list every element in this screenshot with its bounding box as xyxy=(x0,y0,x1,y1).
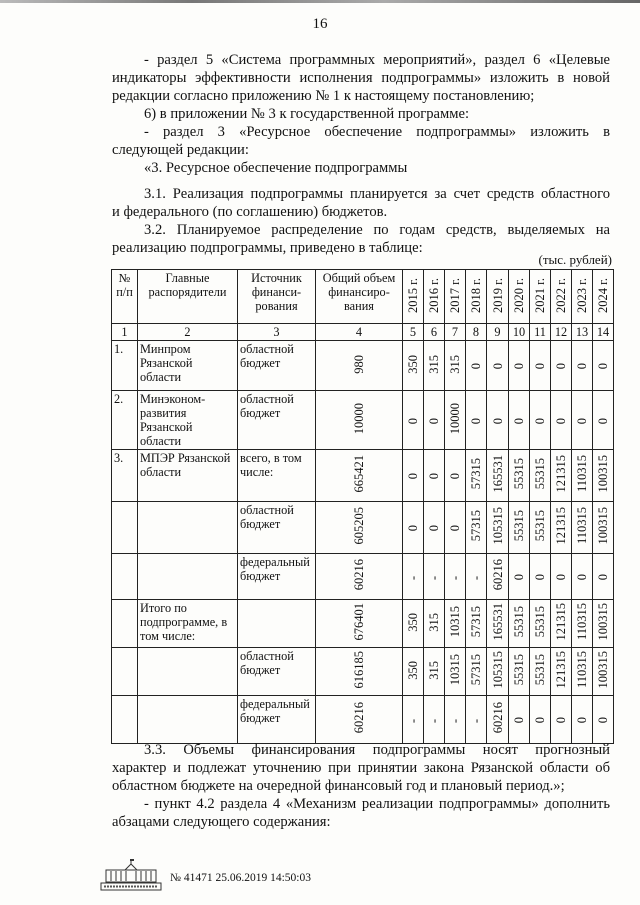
cell-value: 315 xyxy=(448,354,462,374)
header-year: 2019 г. xyxy=(487,270,509,324)
row-year-value xyxy=(466,341,487,391)
cell-value: 55315 xyxy=(512,606,526,638)
row-year-value xyxy=(487,450,509,502)
row-num xyxy=(112,648,138,696)
table-row xyxy=(112,341,614,391)
paragraph-3-line-1: - раздел 3 «Ресурсное обеспечение подпрограммы» изложить в xyxy=(144,124,610,140)
cell-value: - xyxy=(448,719,462,724)
row-year-value xyxy=(593,450,614,502)
row-year-value xyxy=(487,648,509,696)
header-num: № п/п xyxy=(112,270,138,324)
row-year-value xyxy=(466,648,487,696)
row-year-value xyxy=(445,341,466,391)
cell-value: 0 xyxy=(533,417,547,424)
row-total xyxy=(316,648,403,696)
row-year-value xyxy=(551,696,572,744)
row-year-value xyxy=(530,341,551,391)
row-num: 1. xyxy=(112,341,138,391)
cell-value: - xyxy=(469,719,483,724)
col-number: 14 xyxy=(593,324,614,341)
row-year-value xyxy=(424,696,445,744)
header-row xyxy=(112,270,614,324)
row-year-value xyxy=(509,554,530,600)
cell-value: 0 xyxy=(490,417,505,424)
cell-value: 57315 xyxy=(469,458,483,490)
col-number: 5 xyxy=(403,324,424,341)
cell-value: 0 xyxy=(596,363,610,370)
paragraph-7-line-2: характер и подлежат уточнению при принятии закона Рязанской области об xyxy=(112,760,610,776)
row-year-value xyxy=(424,341,445,391)
cell-value: 110315 xyxy=(575,651,589,689)
cell-value: 0 xyxy=(448,473,462,480)
row-num xyxy=(112,696,138,744)
row-year-value xyxy=(466,391,487,450)
cell-value: 0 xyxy=(490,363,505,370)
funding-table xyxy=(111,269,614,744)
row-source: всего, в том числе: xyxy=(238,450,316,502)
cell-value: 55315 xyxy=(533,458,547,490)
row-year-value xyxy=(530,450,551,502)
cell-value: 100315 xyxy=(596,603,610,641)
row-total xyxy=(316,341,403,391)
cell-value: 55315 xyxy=(512,458,526,490)
row-year-value xyxy=(403,502,424,554)
cell-value: 105315 xyxy=(490,507,505,545)
paragraph-6-line-2: реализацию подпрограммы, приведено в таблице: xyxy=(112,240,423,256)
row-year-value xyxy=(593,502,614,554)
cell-value: 0 xyxy=(469,417,483,424)
cell-value: 60216 xyxy=(352,702,366,734)
cell-value: - xyxy=(427,576,441,581)
row-num: 3. xyxy=(112,450,138,502)
row-year-value xyxy=(551,554,572,600)
row-num xyxy=(112,502,138,554)
cell-value: 0 xyxy=(406,417,420,424)
row-source: федеральный бюджет xyxy=(238,554,316,600)
table-row xyxy=(112,648,614,696)
cell-value: 60216 xyxy=(490,702,505,734)
row-year-value xyxy=(424,648,445,696)
cell-value: 121315 xyxy=(554,603,568,641)
cell-value: 100315 xyxy=(596,455,610,493)
row-year-value xyxy=(530,554,551,600)
row-distributor xyxy=(138,554,238,600)
header-year: 2024 г. xyxy=(593,270,614,324)
table-body xyxy=(112,341,614,744)
col-number: 1 xyxy=(112,324,138,341)
cell-value: - xyxy=(469,576,483,581)
cell-value: - xyxy=(448,576,462,581)
row-source: областной бюджет xyxy=(238,391,316,450)
col-number: 8 xyxy=(466,324,487,341)
row-total xyxy=(316,554,403,600)
col-number: 12 xyxy=(551,324,572,341)
cell-value: 165531 xyxy=(490,455,505,493)
row-year-value xyxy=(403,696,424,744)
row-year-value xyxy=(572,450,593,502)
row-distributor: Итого по подпрограмме, в том числе: xyxy=(138,600,238,648)
row-total xyxy=(316,600,403,648)
cell-value: 0 xyxy=(575,417,589,424)
cell-value: 110315 xyxy=(575,603,589,641)
header-year: 2020 г. xyxy=(509,270,530,324)
cell-value: 0 xyxy=(406,525,420,532)
cell-value: 605205 xyxy=(352,507,366,545)
cell-value: 110315 xyxy=(575,507,589,545)
row-year-value xyxy=(551,600,572,648)
row-source: областной бюджет xyxy=(238,648,316,696)
row-distributor xyxy=(138,696,238,744)
row-year-value xyxy=(445,600,466,648)
row-year-value xyxy=(551,341,572,391)
cell-value: 55315 xyxy=(533,654,547,686)
paragraph-5-line-2: и федерального (по соглашению) бюджетов. xyxy=(112,204,388,220)
paragraph-8-line-2: абзацами следующего содержания: xyxy=(112,814,331,830)
cell-value: 0 xyxy=(448,525,462,532)
cell-value: 10000 xyxy=(448,402,462,435)
cell-value: 315 xyxy=(427,354,441,374)
government-building-stamp-icon xyxy=(100,858,162,892)
row-num xyxy=(112,554,138,600)
col-number: 7 xyxy=(445,324,466,341)
row-year-value xyxy=(487,554,509,600)
col-number: 6 xyxy=(424,324,445,341)
row-year-value xyxy=(403,554,424,600)
row-year-value xyxy=(403,341,424,391)
cell-value: 350 xyxy=(406,354,420,374)
row-year-value xyxy=(593,648,614,696)
row-year-value xyxy=(403,648,424,696)
row-distributor: МПЭР Рязанской области xyxy=(138,450,238,502)
row-total xyxy=(316,502,403,554)
table-row xyxy=(112,696,614,744)
cell-value: 0 xyxy=(554,417,568,424)
row-year-value xyxy=(403,450,424,502)
row-year-value xyxy=(445,554,466,600)
row-year-value xyxy=(551,502,572,554)
row-year-value xyxy=(487,696,509,744)
row-year-value xyxy=(530,391,551,450)
paragraph-2: 6) в приложении № 3 к государственной программе: xyxy=(144,106,470,122)
row-year-value xyxy=(445,391,466,450)
table-row xyxy=(112,391,614,450)
cell-value: 121315 xyxy=(554,507,568,545)
section-heading: «3. Ресурсное обеспечение подпрограммы xyxy=(144,160,408,176)
row-year-value xyxy=(593,696,614,744)
col-number: 4 xyxy=(316,324,403,341)
row-year-value xyxy=(424,554,445,600)
cell-value: 10315 xyxy=(448,654,462,686)
row-total xyxy=(316,450,403,502)
cell-value: 0 xyxy=(575,717,589,724)
table-row xyxy=(112,502,614,554)
cell-value: 0 xyxy=(512,574,526,581)
row-year-value xyxy=(424,502,445,554)
row-year-value xyxy=(445,648,466,696)
col-number: 10 xyxy=(509,324,530,341)
col-number: 3 xyxy=(238,324,316,341)
row-year-value xyxy=(487,341,509,391)
cell-value: 676401 xyxy=(352,603,366,641)
col-number: 13 xyxy=(572,324,593,341)
row-year-value xyxy=(509,600,530,648)
cell-value: 55315 xyxy=(512,510,526,542)
cell-value: - xyxy=(427,719,441,724)
cell-value: 0 xyxy=(512,417,526,424)
row-year-value xyxy=(424,450,445,502)
cell-value: 121315 xyxy=(554,651,568,689)
cell-value: 60216 xyxy=(352,559,366,591)
row-year-value xyxy=(593,554,614,600)
cell-value: 0 xyxy=(533,574,547,581)
row-year-value xyxy=(466,600,487,648)
cell-value: 0 xyxy=(596,574,610,581)
row-year-value xyxy=(572,391,593,450)
row-year-value xyxy=(572,341,593,391)
row-year-value xyxy=(572,554,593,600)
header-distributor: Главные распорядители xyxy=(138,270,238,324)
row-year-value xyxy=(466,696,487,744)
cell-value: - xyxy=(406,719,420,724)
header-year: 2018 г. xyxy=(466,270,487,324)
cell-value: 55315 xyxy=(512,654,526,686)
row-year-value xyxy=(487,502,509,554)
row-year-value xyxy=(509,341,530,391)
row-year-value xyxy=(445,502,466,554)
scan-top-edge xyxy=(0,0,640,3)
cell-value: 0 xyxy=(469,363,483,370)
row-year-value xyxy=(424,600,445,648)
row-distributor xyxy=(138,648,238,696)
cell-value: 315 xyxy=(427,660,441,680)
paragraph-1-line-3: редакции согласно приложению № 1 к настоящему постановлению; xyxy=(112,88,535,104)
header-year: 2015 г. xyxy=(403,270,424,324)
header-year: 2017 г. xyxy=(445,270,466,324)
cell-value: 0 xyxy=(427,417,441,424)
row-year-value xyxy=(530,696,551,744)
cell-value: 0 xyxy=(533,717,547,724)
cell-value: 55315 xyxy=(533,606,547,638)
cell-value: 165531 xyxy=(490,603,505,641)
row-year-value xyxy=(466,554,487,600)
row-distributor xyxy=(138,502,238,554)
table-row xyxy=(112,600,614,648)
cell-value: 0 xyxy=(575,574,589,581)
row-year-value xyxy=(572,600,593,648)
row-year-value xyxy=(509,391,530,450)
cell-value: 55315 xyxy=(533,510,547,542)
paragraph-5-line-1: 3.1. Реализация подпрограммы планируется за счет средств областного xyxy=(144,186,610,202)
cell-value: 315 xyxy=(427,612,441,632)
table-row xyxy=(112,554,614,600)
row-year-value xyxy=(509,648,530,696)
row-year-value xyxy=(572,696,593,744)
row-year-value xyxy=(593,341,614,391)
cell-value: 10315 xyxy=(448,606,462,638)
cell-value: 121315 xyxy=(554,455,568,493)
cell-value: 0 xyxy=(554,574,568,581)
cell-value: 350 xyxy=(406,612,420,632)
cell-value: 980 xyxy=(352,354,366,374)
cell-value: 0 xyxy=(596,417,610,424)
row-year-value xyxy=(466,502,487,554)
row-year-value xyxy=(487,391,509,450)
cell-value: 0 xyxy=(512,717,526,724)
paragraph-3-line-2: следующей редакции: xyxy=(112,142,249,158)
col-number: 11 xyxy=(530,324,551,341)
row-year-value xyxy=(593,600,614,648)
cell-value: 616185 xyxy=(352,651,366,689)
row-year-value xyxy=(487,600,509,648)
cell-value: 665421 xyxy=(352,455,366,493)
row-year-value xyxy=(530,600,551,648)
row-total xyxy=(316,391,403,450)
cell-value: 100315 xyxy=(596,651,610,689)
row-distributor: Минпром Рязанской области xyxy=(138,341,238,391)
header-year: 2022 г. xyxy=(551,270,572,324)
paragraph-7-line-1: 3.3. Объемы финансирования подпрограммы носят прогнозный xyxy=(144,742,610,758)
paragraph-8-line-1: - пункт 4.2 раздела 4 «Механизм реализации подпрограммы» дополнить xyxy=(144,796,610,812)
row-year-value xyxy=(445,450,466,502)
row-source: областной бюджет xyxy=(238,341,316,391)
row-year-value xyxy=(424,391,445,450)
document-registration-id: № 41471 25.06.2019 14:50:03 xyxy=(170,872,311,884)
cell-value: 0 xyxy=(554,363,568,370)
cell-value: 0 xyxy=(554,717,568,724)
col-number: 9 xyxy=(487,324,509,341)
header-source: Источник финанси-рования xyxy=(238,270,316,324)
page-number: 16 xyxy=(312,16,328,32)
row-year-value xyxy=(445,696,466,744)
paragraph-1-line-2: индикаторы эффективности исполнения подпрограммы» изложить в новой xyxy=(112,70,610,86)
row-year-value xyxy=(509,696,530,744)
row-year-value xyxy=(572,502,593,554)
paragraph-7-line-3: областном бюджете на очередной финансовый год и плановый период.»; xyxy=(112,778,565,794)
cell-value: 60216 xyxy=(490,559,505,591)
cell-value: 0 xyxy=(575,363,589,370)
cell-value: - xyxy=(406,576,420,581)
cell-value: 57315 xyxy=(469,510,483,542)
row-year-value xyxy=(403,391,424,450)
cell-value: 110315 xyxy=(575,455,589,493)
header-year: 2021 г. xyxy=(530,270,551,324)
table-row xyxy=(112,450,614,502)
paragraph-6-line-1: 3.2. Планируемое распределение по годам средств, выделяемых на xyxy=(144,222,610,238)
row-year-value xyxy=(530,648,551,696)
cell-value: 0 xyxy=(512,363,526,370)
cell-value: 10000 xyxy=(352,402,366,435)
cell-value: 100315 xyxy=(596,507,610,545)
cell-value: 0 xyxy=(406,473,420,480)
row-num: 2. xyxy=(112,391,138,450)
row-year-value xyxy=(572,648,593,696)
column-number-row xyxy=(112,324,614,341)
row-year-value xyxy=(509,502,530,554)
row-year-value xyxy=(509,450,530,502)
cell-value: 105315 xyxy=(490,651,505,689)
col-number: 2 xyxy=(138,324,238,341)
cell-value: 0 xyxy=(427,525,441,532)
cell-value: 57315 xyxy=(469,606,483,638)
row-distributor: Минэконом-развития Рязанской области xyxy=(138,391,238,450)
row-year-value xyxy=(551,648,572,696)
cell-value: 350 xyxy=(406,660,420,680)
header-year: 2023 г. xyxy=(572,270,593,324)
row-source xyxy=(238,600,316,648)
cell-value: 0 xyxy=(596,717,610,724)
paragraph-1-line-1: - раздел 5 «Система программных мероприятий», раздел 6 «Целевые xyxy=(144,52,610,68)
row-year-value xyxy=(593,391,614,450)
table-units: (тыс. рублей) xyxy=(538,252,612,267)
cell-value: 0 xyxy=(533,363,547,370)
row-year-value xyxy=(551,391,572,450)
header-year: 2016 г. xyxy=(424,270,445,324)
cell-value: 0 xyxy=(427,473,441,480)
row-num xyxy=(112,600,138,648)
row-year-value xyxy=(466,450,487,502)
header-total: Общий объем финансиро-вания xyxy=(316,270,403,324)
row-year-value xyxy=(403,600,424,648)
row-year-value xyxy=(551,450,572,502)
cell-value: 57315 xyxy=(469,654,483,686)
row-source: областной бюджет xyxy=(238,502,316,554)
row-source: федеральный бюджет xyxy=(238,696,316,744)
row-year-value xyxy=(530,502,551,554)
row-total xyxy=(316,696,403,744)
